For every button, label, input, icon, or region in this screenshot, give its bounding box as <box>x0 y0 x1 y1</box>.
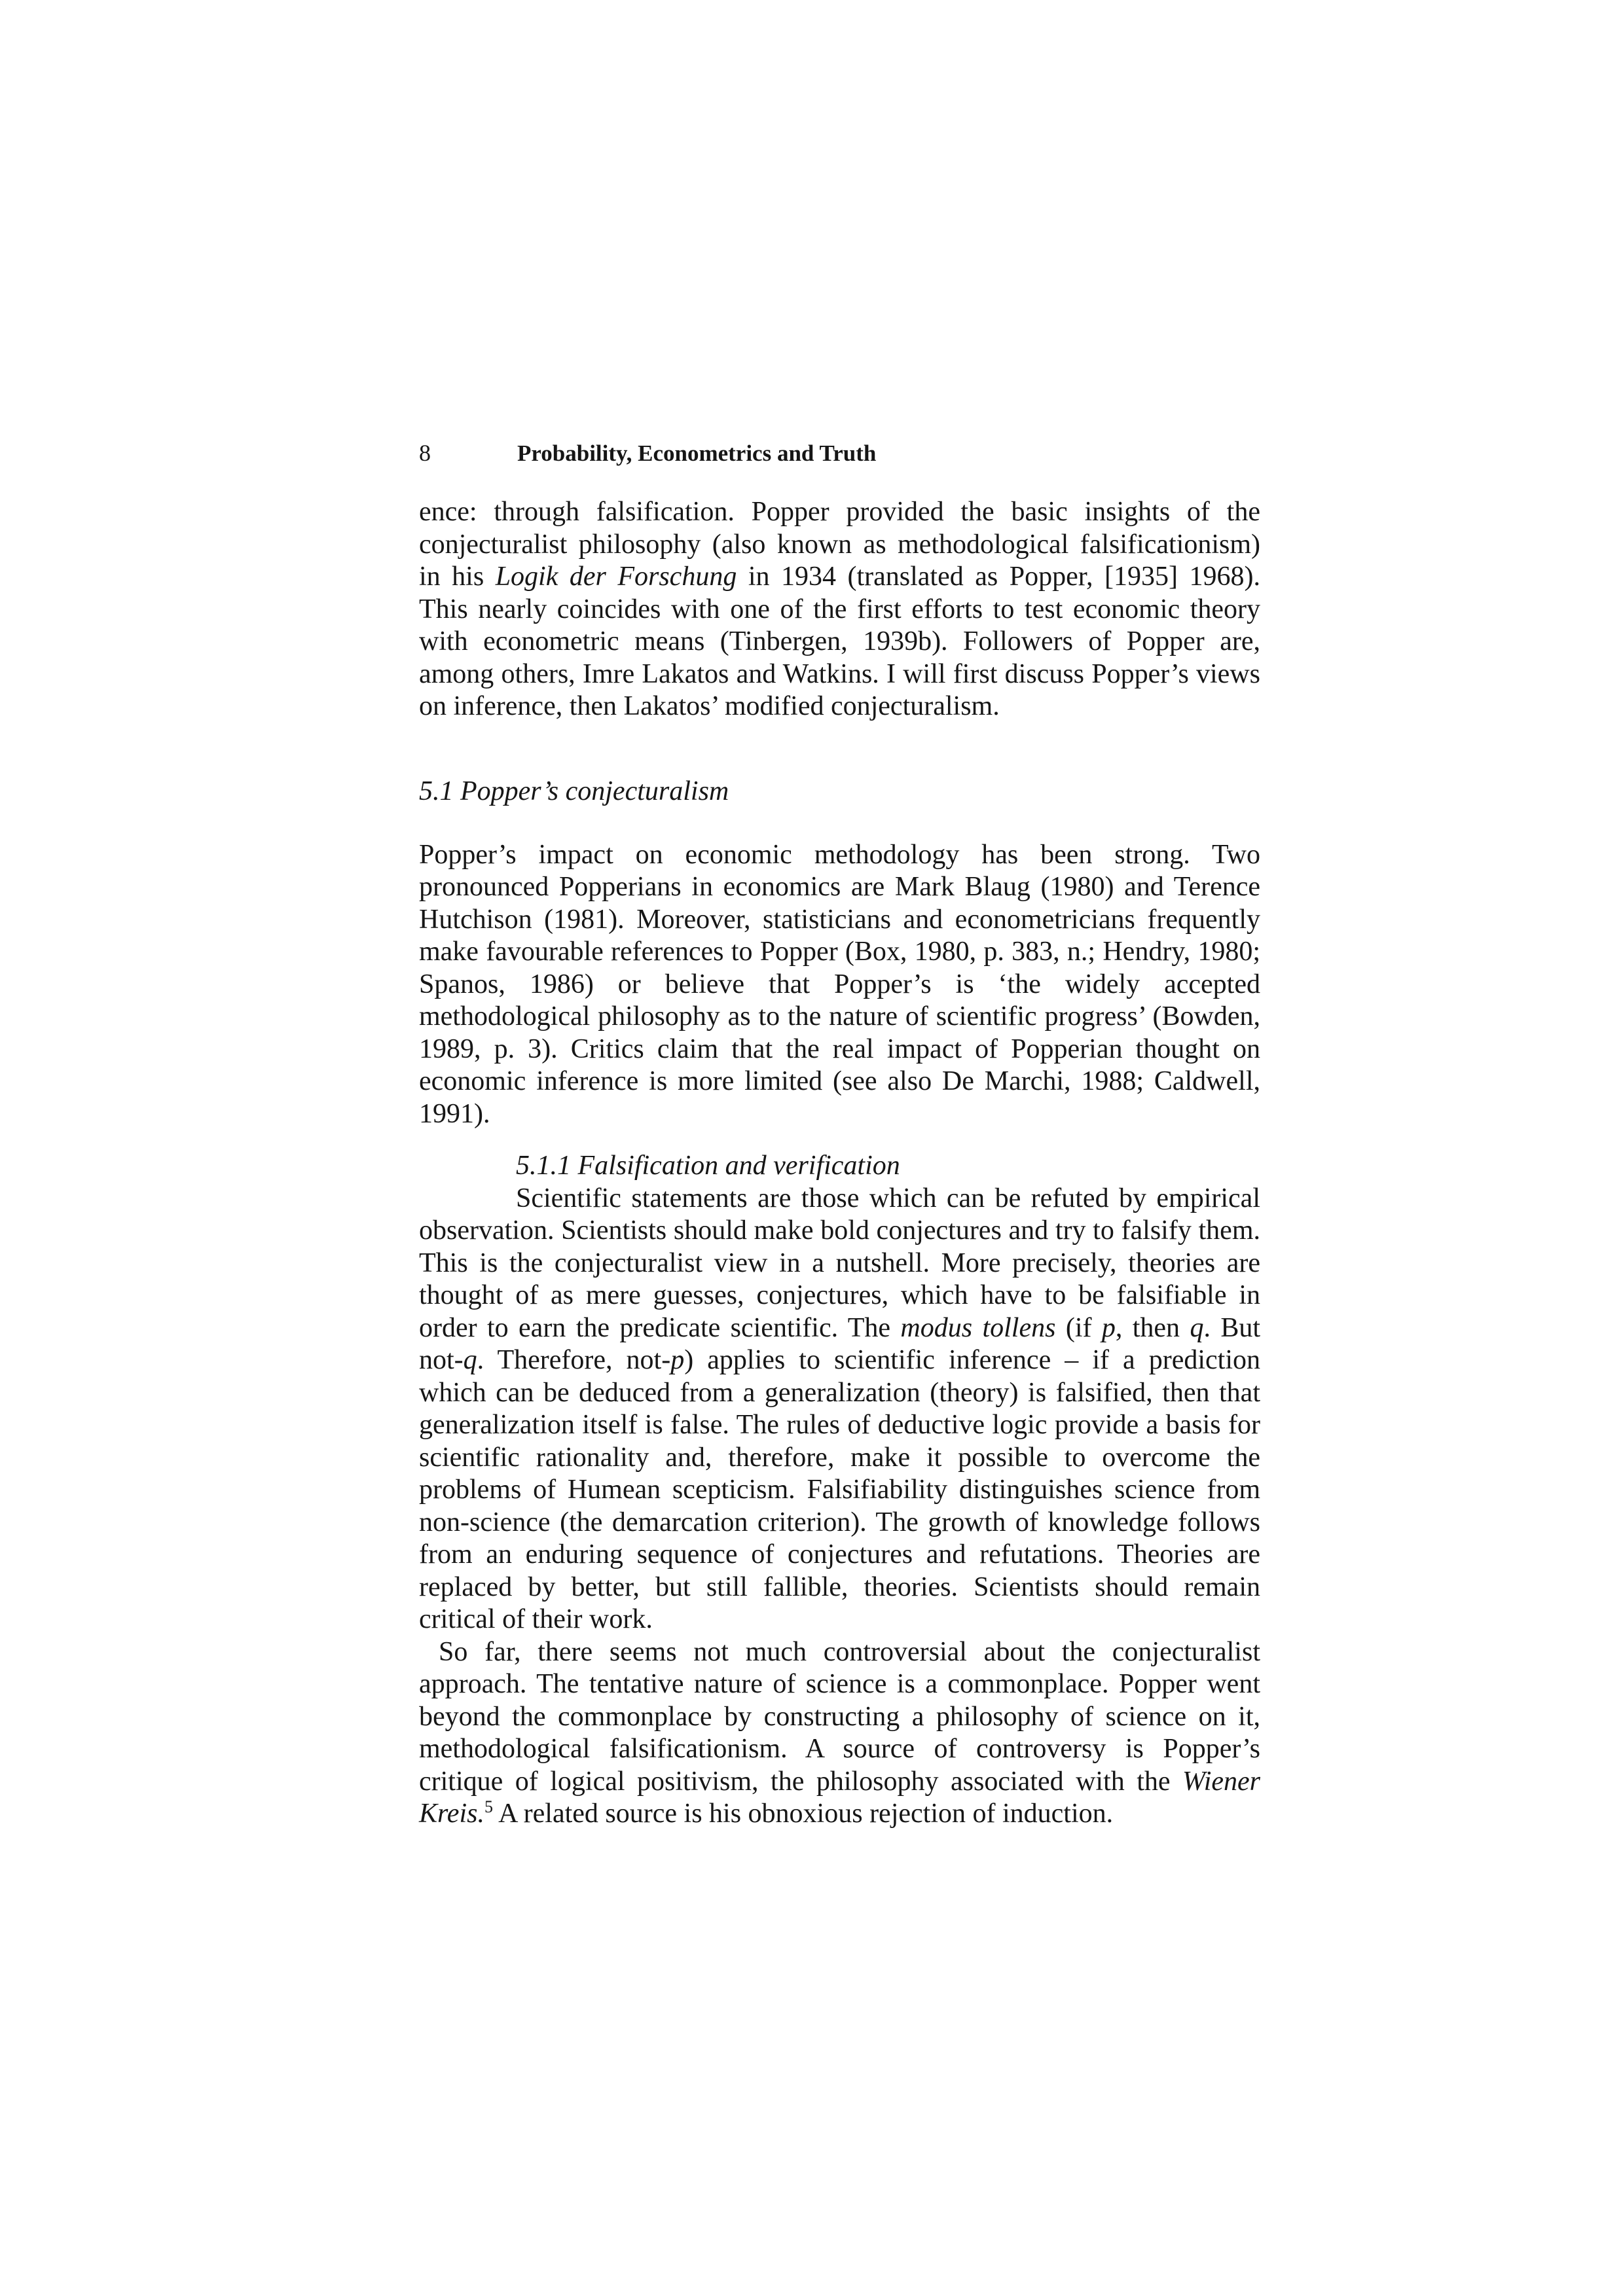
footnote-marker: 5 <box>484 1797 493 1816</box>
paragraph-falsification: Scientific statements are those which can be refuted by empirical observation. Scientists should make bold conjectures and try to falsify them. This is the conjecturalist view in a nutshell. More precisely, theories are thought of as mere guesses, conjectures, which have to be falsifiable in order to earn the predicate scientific. The modus tollens (if p, then q. But not-q. Therefore, not-p) applies to scientific inference – if a prediction which can be deduced from a generalization (theory) is falsified, then that generalization itself is false. The rules of deductive logic provide a basis for scientific rationality and, therefore, make it possible to overcome the problems of Humean scepticism. Falsifiability distinguishes science from non-science (the demarcation criterion). The growth of knowledge follows from an enduring sequence of conjectures and refutations. Theories are replaced by better, but still fallible, theories. Scientists should remain critical of their work. <box>419 1183 1261 1634</box>
section-heading-5-1: 5.1 Popper’s conjecturalism <box>419 776 729 806</box>
paragraph-popper-impact: Popper’s impact on economic methodology has been strong. Two pronounced Popperians in economics are Mark Blaug (1980) and Terence Hutchison (1981). Moreover, statisticians and econometricians frequently make favourable references to Popper (Box, 1980, p. 383, n.; Hendry, 1980; Spanos, 1986) or believe that Popper’s is ‘the widely accepted methodological philosophy as to the nature of scientific progress’ (Bowden, 1989, p. 3). Critics claim that the real impact of Popperian thought on economic inference is more limited (see also De Marchi, 1988; Caldwell, 1991). <box>419 839 1260 1129</box>
running-head <box>419 435 1260 471</box>
italic-title: Logik der Forschung <box>495 562 737 592</box>
paragraph-continuation: ence: through falsification. Popper provided the basic insights of the conjecturalist philosophy (also known as methodological falsificationism) in his Logik der Forschung in 1934 (translated as Popper, [1935] 1968). This nearly coincides with one of the first efforts to test economic theory with econometric means (Tinbergen, 1939b). Followers of Popper are, among others, Imre Lakatos and Watkins. I will first discuss Popper’s views on inference, then Lakatos’ modified conjecturalism. <box>419 497 1260 721</box>
book-title: Probability, Econometrics and Truth <box>517 440 877 466</box>
book-page <box>419 435 1260 1831</box>
page-number: 8 <box>419 440 431 466</box>
subsection-heading-5-1-1: 5.1.1 Falsification and verification <box>516 1151 900 1181</box>
paragraph-controversy: So far, there seems not much controversial about the conjecturalist approach. The tentative nature of science is a commonplace. Popper went beyond the commonplace by constructing a philosophy of science on it, methodological falsificationism. A source of controversy is Popper’s critique of logical positivism, the philosophy associated with the Wiener Kreis.$^5$ A related source is his obnoxious rejection of induction. <box>419 1636 1260 1829</box>
